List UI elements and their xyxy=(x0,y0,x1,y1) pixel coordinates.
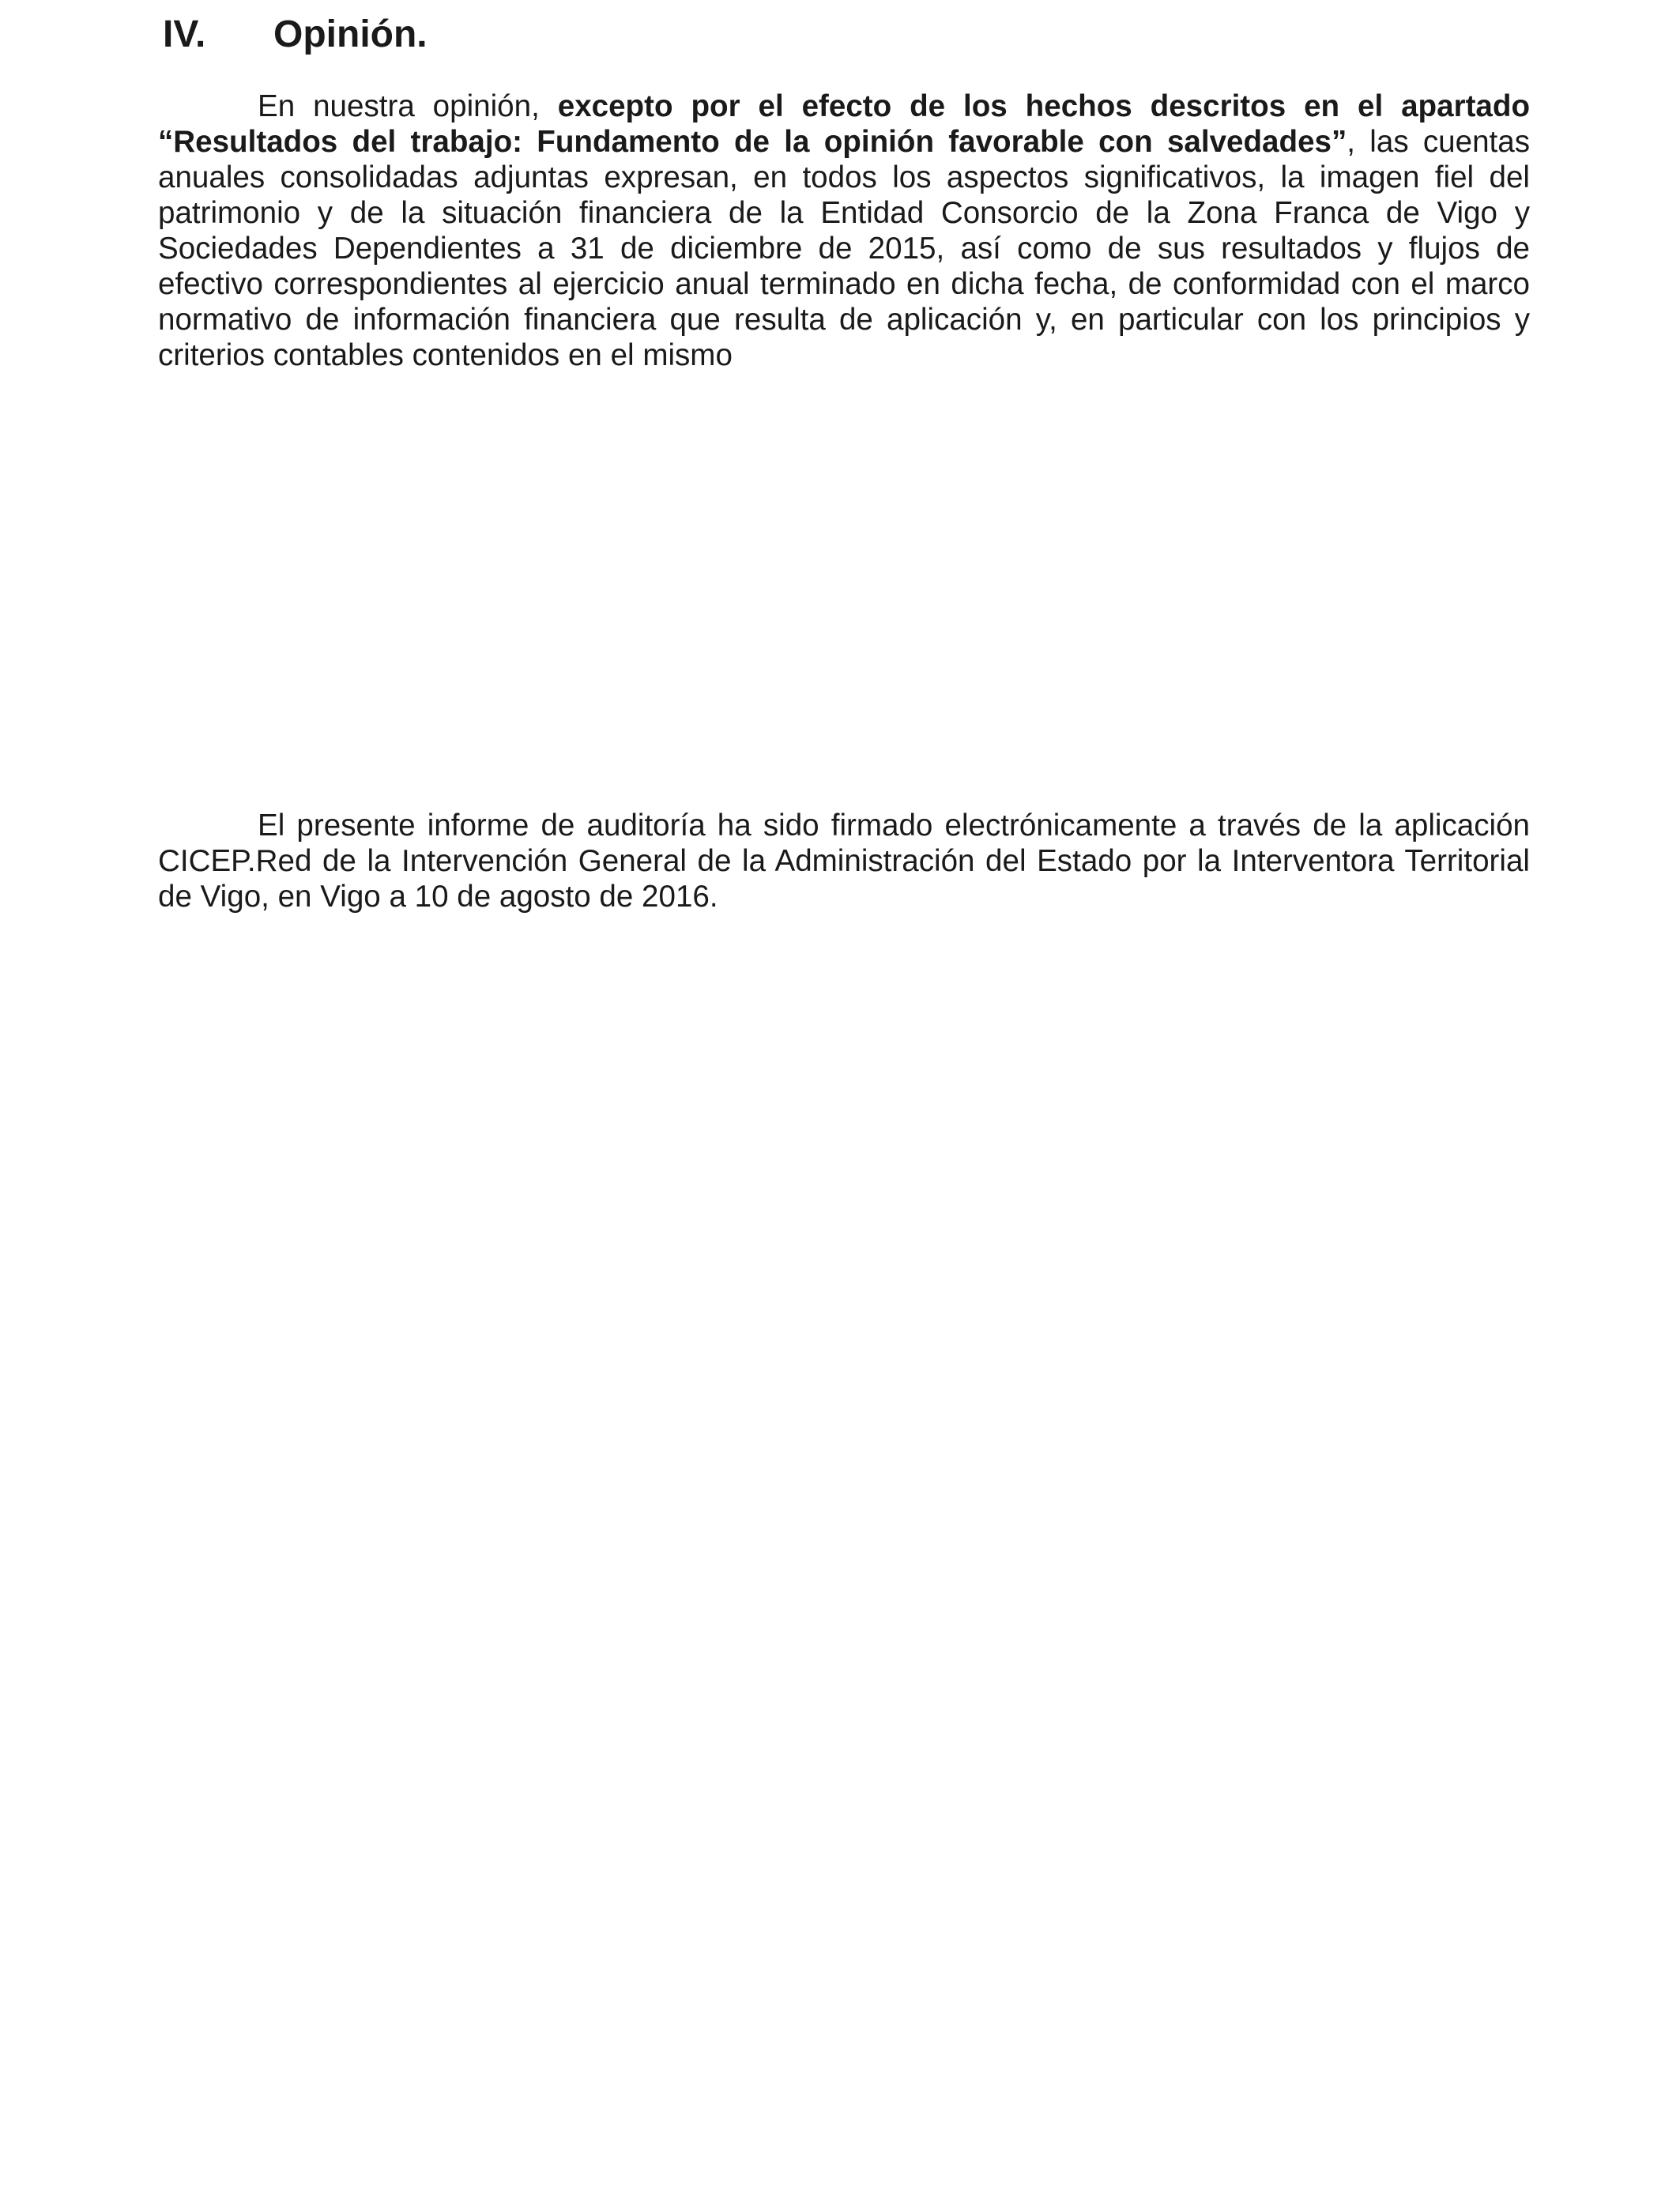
opinion-section-reference: “Resultados del trabajo: Fundamento de la opinión favorable con salvedades” xyxy=(158,125,1347,159)
section-heading xyxy=(163,9,428,60)
signature-paragraph: El presente informe de auditoría ha sido firmado electrónicamente a través de la aplicación CICEP.Red de la Intervención General de la Administración del Estado por la Interventora Territorial de Vigo, en Vigo a 10 de agosto de 2016. xyxy=(158,809,1530,914)
section-title: Opinión. xyxy=(273,13,428,55)
opinion-qualification: excepto por el efecto de los hechos descritos en el apartado xyxy=(557,89,1531,123)
opinion-body: , las cuentas anuales consolidadas adjuntas expresan, en todos los aspectos significativos, la imagen fiel del patrimonio y de la situación financiera de la Entidad Consorcio de la Zona Franca de Vigo y Sociedades Dependientes a 31 de diciembre de 2015, así como de sus resultados y flujos de efectivo correspondientes al ejercicio anual terminado en dicha fecha, de conformidad con el marco normativo de información financiera que resulta de aplicación y, en particular con los principios y criterios contables contenidos en el mismo xyxy=(158,125,1531,372)
section-number: IV. xyxy=(163,13,206,55)
opinion-lead: En nuestra opinión, xyxy=(258,89,558,123)
opinion-paragraph xyxy=(158,89,1530,373)
